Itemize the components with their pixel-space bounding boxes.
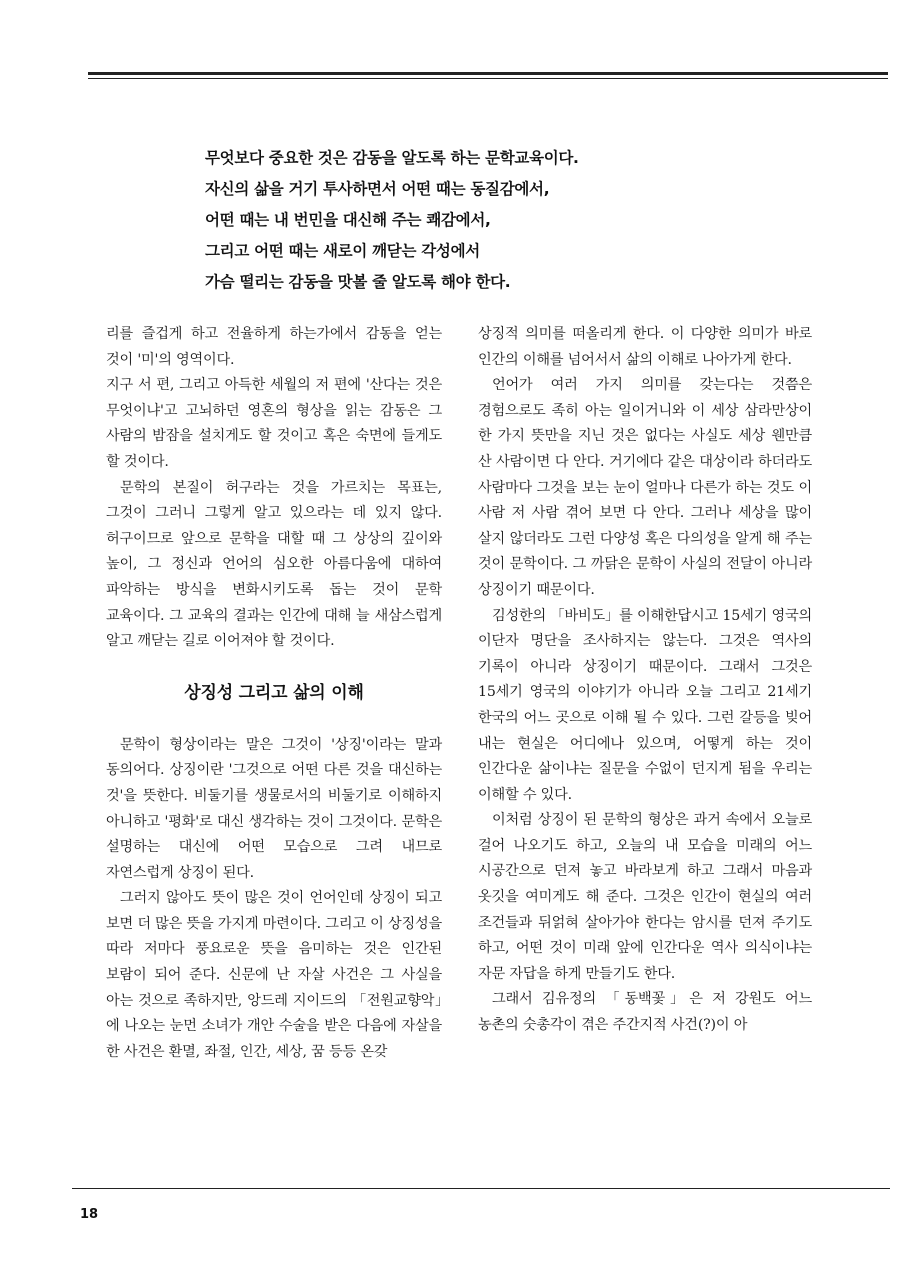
section-title: 상징성 그리고 삶의 이해	[184, 682, 364, 703]
paragraph: 지구 서 편, 그리고 아득한 세월의 저 편에 '산다는 것은 무엇이냐'고 고뇌하던 영혼의 형상을 읽는 감동은 그 사람의 밤잠을 설치게도 할 것이고 혹은 숙면에 들게도 할 것이다.	[106, 377, 442, 470]
pull-quote-line: 그리고 어떤 때는 새로이 깨닫는 각성에서	[205, 242, 480, 260]
pull-quote	[205, 143, 765, 298]
paragraph: 이처럼 상징이 된 문학의 형상은 과거 속에서 오늘로 걸어 나오기도 하고, 오늘의 내 모습을 미래의 어느 시공간으로 던져 놓고 바라보게 하고 그래서 마음과 옷깃을 여미게도 해 준다. 그것은 인간이 현실의 여러 조건들과 뒤얽혀 살아가야 한다는 암시를 던져 주기도 하고, 어떤 것이 미래 앞에 인간다운 역사 의식이냐는 자문 자답을 하게 만들기도 한다.	[478, 812, 812, 982]
pull-quote-line: 가슴 떨리는 감동을 맛볼 줄 알도록 해야 한다.	[205, 273, 511, 291]
left-column	[106, 322, 442, 1065]
paragraph: 언어가 여러 가지 의미를 갖는다는 것쯤은 경험으로도 족히 아는 일이거니와 이 세상 삼라만상이 한 가지 뜻만을 지닌 것은 없다는 사실도 세상 웬만큼 산 사람이면 다 안다. 거기에다 같은 대상이라 하더라도 사람마다 그것을 보는 눈이 얼마나 다른가 하는 것도 이 사람 저 사람 겪어 보면 다 안다. 그러나 세상을 많이 살지 않더라도 그런 다양성 혹은 다의성을 알게 해 주는 것이 문학이다. 그 까닭은 문학이 사실의 전달이 아니라 상징이기 때문이다.	[478, 377, 812, 598]
paragraph: 상징적 의미를 떠올리게 한다. 이 다양한 의미가 바로 인간의 이해를 넘어서서 삶의 이해로 나아가게 한다.	[478, 326, 812, 368]
paragraph: 김성한의 「바비도」를 이해한답시고 15세기 영국의 이단자 명단을 조사하지는 않는다. 그것은 역사의 기록이 아니라 상징이기 때문이다. 그래서 그것은 15세기 영국의 이야기가 아니라 오늘 그리고 21세기 한국의 어느 곳으로 이해 될 수 있다. 그런 갈등을 빚어 내는 현실은 어디에나 있으며, 어떻게 하는 것이 인간다운 삶이냐는 질문을 수없이 던지게 됨을 우리는 이해할 수 있다.	[478, 607, 812, 803]
paragraph: 그래서 김유정의 「동백꽃」은 저 강원도 어느 농촌의 숫총각이 겪은 주간지적 사건(?)이 아	[478, 991, 812, 1034]
pull-quote-line: 어떤 때는 내 번민을 대신해 주는 쾌감에서,	[205, 211, 491, 229]
pull-quote-line: 자신의 삶을 거기 투사하면서 어떤 때는 동질감에서,	[205, 180, 550, 198]
pull-quote-line: 무엇보다 중요한 것은 감동을 알도록 하는 문학교육이다.	[205, 149, 579, 167]
top-rule-thin	[88, 78, 888, 79]
paragraph: 리를 즐겁게 하고 전율하게 하는가에서 감동을 얻는 것이 '미'의 영역이다.	[106, 326, 442, 368]
paragraph: 문학이 형상이라는 말은 그것이 '상징'이라는 말과 동의어다. 상징이란 '그것으로 어떤 다른 것을 대신하는 것'을 뜻한다. 비둘기를 생물로서의 비둘기로 이해하지 아니하고 '평화'로 대신 생각하는 것이 그것이다. 문학은 설명하는 대신에 어떤 모습으로 그려 내므로 자연스럽게 상징이 된다.	[106, 736, 442, 881]
page-number: 18	[80, 1207, 99, 1222]
top-rule-thick	[88, 72, 888, 75]
bottom-rule	[72, 1188, 890, 1189]
paragraph: 그러지 않아도 뜻이 많은 것이 언어인데 상징이 되고 보면 더 많은 뜻을 가지게 마련이다. 그리고 이 상징성을 따라 저마다 풍요로운 뜻을 음미하는 것은 인간된 보람이 되어 준다. 신문에 난 자살 사건은 그 사실을 아는 것으로 족하지만, 앙드레 지이드의 「전원교향악」에 나오는 눈먼 소녀가 개안 수술을 받은 다음에 자살을 한 사건은 환멸, 좌절, 인간, 세상, 꿈 등등 온갖	[106, 890, 442, 1060]
paragraph: 문학의 본질이 허구라는 것을 가르치는 목표는, 그것이 그러니 그렇게 알고 있으라는 데 있지 않다. 허구이므로 앞으로 문학을 대할 때 그 상상의 깊이와 높이, 그 정신과 언어의 심오한 아름다움에 대하여 파악하는 방식을 변화시키도록 돕는 것이 문학 교육이다. 그 교육의 결과는 인간에 대해 늘 새삼스럽게 알고 깨닫는 길로 이어져야 할 것이다.	[106, 479, 442, 650]
right-column	[478, 322, 812, 1039]
